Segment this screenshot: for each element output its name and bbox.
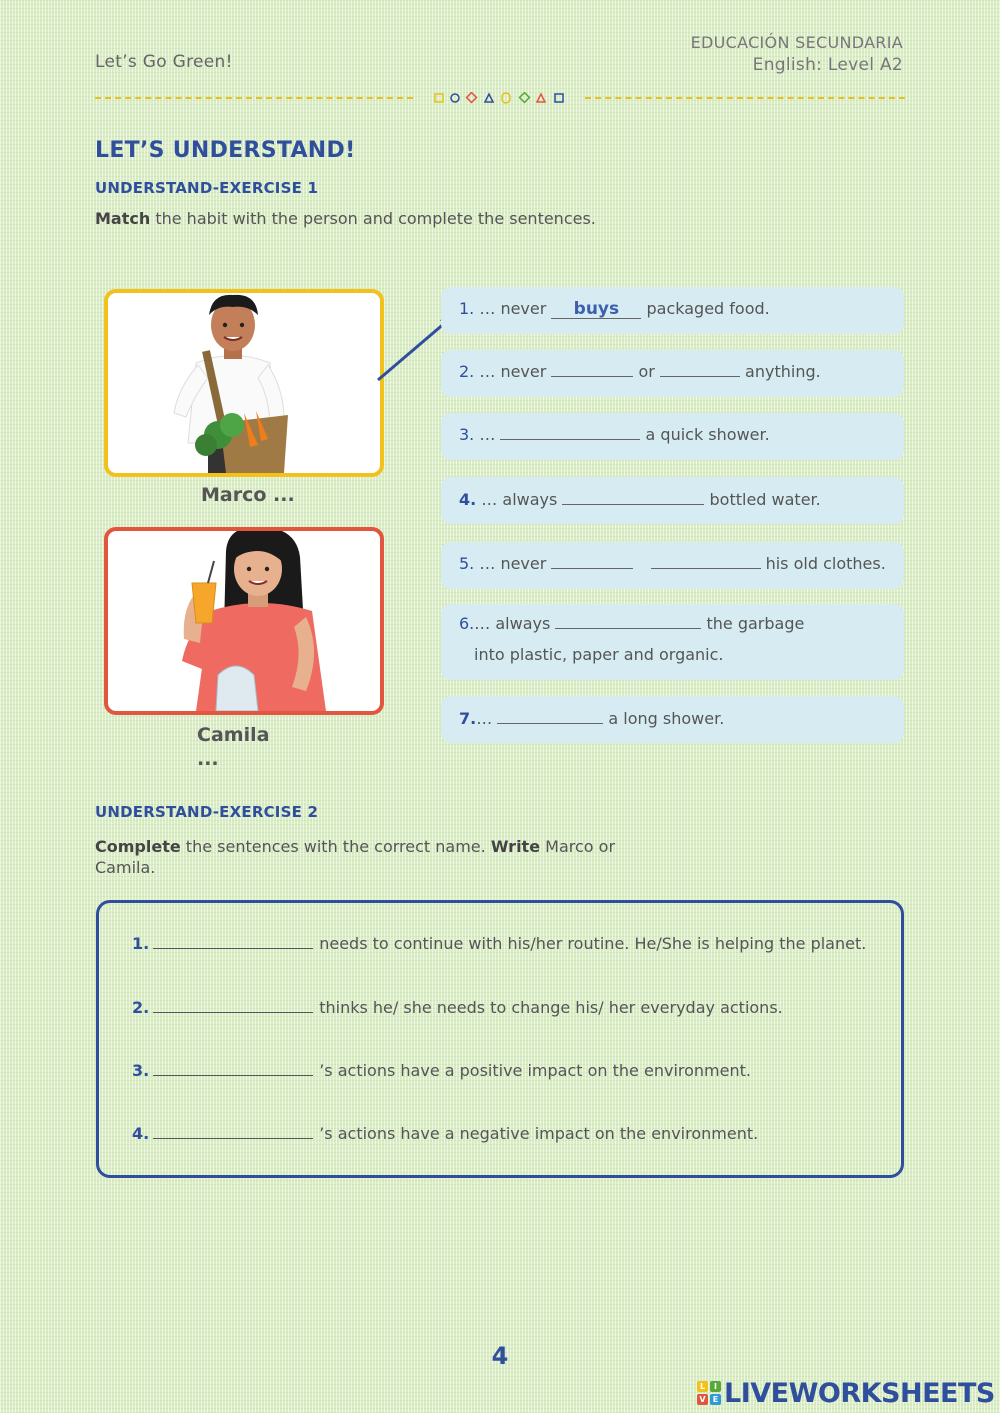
answer-field-7[interactable] [497,709,603,724]
sentence-box-5: 5. … never his old clothes. [441,542,904,589]
answer-field-5b[interactable] [651,554,761,569]
marco-name-label: Marco ... [201,484,295,506]
camila-picture [104,527,384,715]
worksheet-series-title: Let’s Go Green! [95,52,233,72]
sentence-box-4: 4. … always bottled water. [441,477,904,524]
answer-field-2a[interactable] [551,362,633,377]
sentence-box-6: 6.… always the garbage into plastic, paper and organic. [441,604,904,680]
exercise1-title: UNDERSTAND-EXERCISE 1 [95,179,319,197]
answer-field-2b[interactable] [660,362,740,377]
exercise2-item-3: 3. ’s actions have a positive impact on the environment. [132,1061,751,1080]
page-number: 4 [491,1342,509,1370]
exercise1-instruction: Match the habit with the person and complete the sentences. [95,209,596,228]
answer-field-3[interactable] [500,425,640,440]
liveworksheets-wordmark: LIVEWORKSHEETS [724,1377,995,1409]
decorative-shapes-icon [433,92,567,104]
camila-illustration [108,531,380,711]
course-level-line1: EDUCACIÓN SECUNDARIA [690,33,903,52]
name-field-4[interactable] [153,1124,313,1139]
sentence-box-1: 1. … never buys packaged food. [441,287,904,334]
exercise2-item-2: 2. thinks he/ she needs to change his/ her everyday actions. [132,998,783,1017]
answer-field-6[interactable] [555,614,701,629]
name-field-2[interactable] [153,998,313,1013]
page-title: LET’S UNDERSTAND! [95,138,356,163]
header-divider [95,95,905,101]
answer-field-5a[interactable] [551,554,633,569]
camila-name-label: Camila [197,724,270,746]
sentence-box-3: 3. … a quick shower. [441,413,904,460]
course-level-line2: English: Level A2 [752,55,903,75]
liveworksheets-logo-icon: L I V E [697,1381,721,1405]
answer-field-4[interactable] [562,490,704,505]
sentence-box-2: 2. … never or anything. [441,350,904,397]
exercise2-instruction: Complete the sentences with the correct name. Write Marco or Camila. [95,837,616,877]
camila-name-ellipsis: ... [197,748,219,770]
sentence-box-7: 7.… a long shower. [441,696,904,743]
exercise2-title: UNDERSTAND-EXERCISE 2 [95,803,319,821]
exercise2-item-4: 4. ’s actions have a negative impact on the environment. [132,1124,759,1143]
marco-picture [104,289,384,477]
name-field-3[interactable] [153,1061,313,1076]
exercise2-item-1: 1. needs to continue with his/her routine. He/She is helping the planet. [132,934,867,953]
marco-illustration [108,293,380,473]
answer-field-1[interactable]: buys [551,300,641,319]
liveworksheets-logo [697,1377,995,1409]
exercise2-box [96,900,904,1178]
course-info [691,32,903,76]
name-field-1[interactable] [153,934,313,949]
